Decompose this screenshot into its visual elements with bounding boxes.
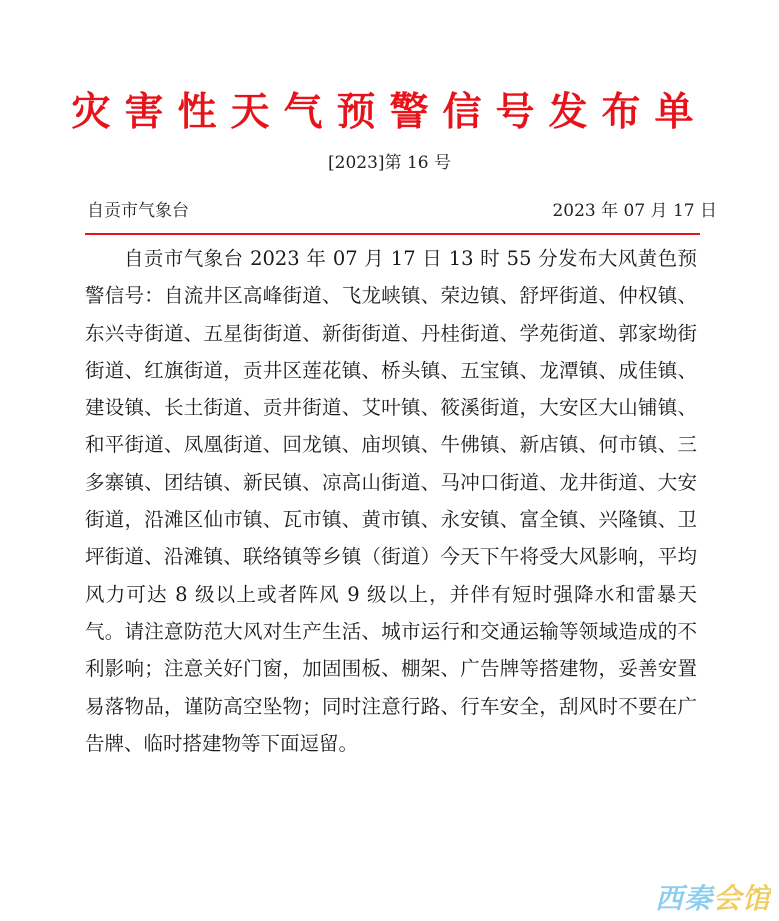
issue-date: 2023 年 07 月 17 日 <box>552 201 717 221</box>
document-title: 灾害性天气预警信号发布单 <box>71 89 708 135</box>
document-number: [2023]第 16 号 <box>328 153 451 173</box>
header-divider <box>85 233 700 235</box>
issuer-name: 自贡市气象台 <box>87 201 189 221</box>
warning-body-text: 自贡市气象台 2023 年 07 月 17 日 13 时 55 分发布大风黄色预警信号：自流井区高峰街道、飞龙峡镇、荣边镇、舒坪街道、仲权镇、东兴寺街道、五星街街道、新街街道、丹桂街道、学苑街道、郭家坳街街道、红旗街道，贡井区莲花镇、桥头镇、五宝镇、龙潭镇、成佳镇、建设镇、长土街道、贡井街道、艾叶镇、筱溪街道，大安区大山铺镇、和平街道、凤凰街道、回龙镇、庙坝镇、牛佛镇、新店镇、何市镇、三多寨镇、团结镇、新民镇、凉高山街道、马冲口街道、龙井街道、大安街道，沿滩区仙市镇、瓦市镇、黄市镇、永安镇、富全镇、兴隆镇、卫坪街道、沿滩镇、联络镇等乡镇（街道）今天下午将受大风影响，平均风力可达 8 级以上或者阵风 9 级以上，并伴有短时强降水和雷暴天气。请注意防范大风对生产生活、城市运行和交通运输等领域造成的不利影响；注意关好门窗，加固围板、棚架、广告牌等搭建物，妥善安置易落物品，谨防高空坠物；同时注意行路、行车安全，刮风时不要在广告牌、临时搭建物等下面逗留。 <box>85 247 697 755</box>
watermark-logo: 西秦会馆 <box>655 877 771 917</box>
